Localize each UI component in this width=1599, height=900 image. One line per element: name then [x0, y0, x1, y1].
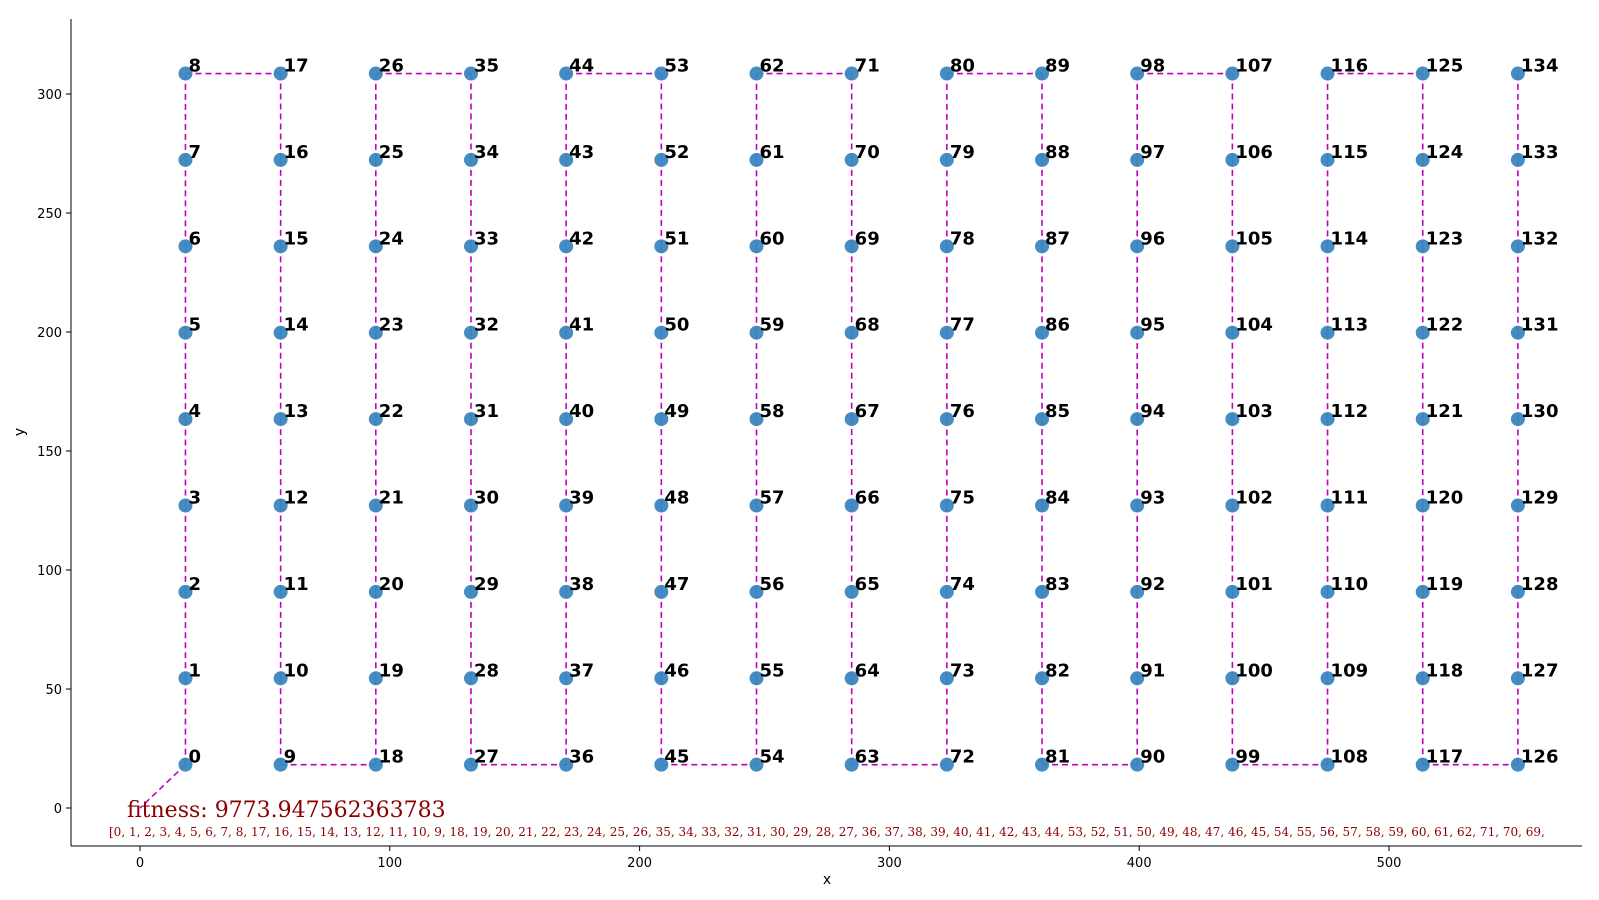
city-label: 66 — [854, 487, 880, 509]
city-label: 50 — [664, 314, 690, 336]
x-ticks — [136, 846, 1402, 871]
city-label: 84 — [1045, 487, 1071, 509]
city-label: 39 — [569, 487, 595, 509]
city-label: 74 — [949, 573, 975, 595]
city-label: 69 — [854, 228, 880, 250]
city-label: 32 — [473, 314, 500, 336]
city-label: 77 — [949, 314, 975, 336]
city-label: 20 — [378, 573, 404, 595]
city-label: 56 — [759, 573, 785, 595]
city-label: 21 — [378, 487, 404, 509]
city-label: 45 — [664, 746, 690, 768]
city-label: 31 — [473, 401, 500, 423]
city-label: 57 — [759, 487, 785, 509]
city-label: 123 — [1425, 228, 1464, 250]
city-label: 17 — [283, 55, 309, 77]
city-label: 3 — [188, 487, 201, 509]
city-label: 13 — [283, 401, 309, 423]
y-tick-label: 300 — [37, 88, 62, 103]
city-label: 99 — [1235, 746, 1261, 768]
city-label: 12 — [283, 487, 309, 509]
route-order-text: [0, 1, 2, 3, 4, 5, 6, 7, 8, 17, 16, 15, 14, 13, 12, 11, 10, 9, 18, 19, 20, 21, 22, 23, 24, 25, 26, 35, 34, 33, 32, 31, 30, 29, 28, 27, 36, 37, 38, 39, 40, 41, 42, 43, 44, 53, 52, 51, 50, 49, 48, 47, 46, 45, 54, 55, 56, 57, 58, 59, 60, 61, 62, 71, 70, 69, — [109, 825, 1545, 839]
city-label: 6 — [188, 228, 201, 250]
city-label: 8 — [188, 55, 201, 77]
y-tick-label: 150 — [37, 445, 62, 460]
city-label: 132 — [1520, 228, 1559, 250]
city-label: 134 — [1520, 55, 1559, 77]
city-label: 98 — [1140, 55, 1166, 77]
city-label: 34 — [473, 141, 500, 163]
route-path-layer — [140, 74, 1518, 808]
city-label: 35 — [473, 55, 500, 77]
city-label: 87 — [1045, 228, 1071, 250]
city-label: 53 — [664, 55, 690, 77]
city-label: 96 — [1140, 228, 1166, 250]
city-label: 101 — [1235, 573, 1273, 595]
city-label: 19 — [378, 660, 404, 682]
city-label: 55 — [759, 660, 785, 682]
city-label: 26 — [378, 55, 404, 77]
city-label: 63 — [854, 746, 880, 768]
city-label: 2 — [188, 573, 201, 595]
city-label: 90 — [1140, 746, 1166, 768]
city-label: 103 — [1235, 401, 1273, 423]
city-label: 18 — [378, 746, 404, 768]
city-label: 94 — [1140, 401, 1166, 423]
city-label: 25 — [378, 141, 404, 163]
city-label: 14 — [283, 314, 309, 336]
city-label: 97 — [1140, 141, 1166, 163]
city-label: 7 — [188, 141, 201, 163]
city-label: 108 — [1330, 746, 1369, 768]
city-label: 24 — [378, 228, 404, 250]
city-label: 133 — [1520, 141, 1559, 163]
city-label: 62 — [759, 55, 785, 77]
city-label: 111 — [1330, 487, 1369, 509]
city-label: 51 — [664, 228, 690, 250]
city-label: 0 — [188, 746, 201, 768]
x-tick-label: 100 — [377, 856, 403, 871]
city-label: 48 — [664, 487, 690, 509]
city-label: 85 — [1045, 401, 1071, 423]
city-label: 126 — [1520, 746, 1559, 768]
city-label: 92 — [1140, 573, 1166, 595]
city-label: 127 — [1520, 660, 1559, 682]
city-label: 37 — [569, 660, 595, 682]
city-label: 114 — [1330, 228, 1369, 250]
city-label: 52 — [664, 141, 690, 163]
city-label: 120 — [1425, 487, 1464, 509]
city-label: 128 — [1520, 573, 1559, 595]
city-label: 117 — [1425, 746, 1464, 768]
city-label: 68 — [854, 314, 880, 336]
city-label: 78 — [949, 228, 975, 250]
x-tick-label: 500 — [1376, 856, 1402, 871]
city-label: 4 — [188, 401, 201, 423]
city-label: 28 — [473, 660, 500, 682]
city-labels-layer — [188, 56, 1558, 768]
city-label: 109 — [1330, 660, 1369, 682]
city-label: 47 — [664, 573, 690, 595]
city-label: 27 — [473, 746, 500, 768]
city-label: 42 — [569, 228, 595, 250]
city-label: 61 — [759, 141, 785, 163]
city-label: 100 — [1235, 660, 1273, 682]
x-tick-label: 0 — [135, 856, 145, 871]
city-label: 23 — [378, 314, 404, 336]
city-label: 93 — [1140, 487, 1166, 509]
city-label: 105 — [1235, 228, 1273, 250]
city-label: 9 — [283, 746, 297, 768]
y-tick-label: 50 — [45, 683, 62, 698]
city-label: 41 — [569, 314, 595, 336]
city-label: 113 — [1330, 314, 1369, 336]
city-label: 81 — [1045, 746, 1071, 768]
city-label: 29 — [473, 573, 500, 595]
city-label: 11 — [283, 573, 309, 595]
city-label: 64 — [854, 660, 880, 682]
city-label: 65 — [854, 573, 880, 595]
city-label: 1 — [188, 660, 201, 682]
y-tick-label: 100 — [37, 564, 62, 579]
city-label: 76 — [949, 401, 975, 423]
city-label: 83 — [1045, 573, 1071, 595]
city-label: 15 — [283, 228, 309, 250]
city-label: 73 — [949, 660, 975, 682]
city-label: 58 — [759, 401, 785, 423]
city-label: 122 — [1425, 314, 1464, 336]
y-tick-label: 250 — [37, 207, 62, 222]
city-label: 130 — [1520, 401, 1559, 423]
city-label: 33 — [473, 228, 500, 250]
city-label: 54 — [759, 746, 785, 768]
city-label: 106 — [1235, 141, 1273, 163]
city-label: 46 — [664, 660, 690, 682]
city-label: 116 — [1330, 55, 1369, 77]
y-tick-label: 0 — [53, 802, 62, 817]
city-label: 70 — [854, 141, 880, 163]
city-label: 38 — [569, 573, 595, 595]
city-label: 119 — [1425, 573, 1464, 595]
city-label: 129 — [1520, 487, 1559, 509]
city-label: 110 — [1330, 573, 1369, 595]
y-tick-label: 200 — [37, 326, 62, 341]
y-axis-label: y — [12, 427, 28, 437]
city-label: 40 — [569, 401, 595, 423]
city-label: 80 — [949, 55, 975, 77]
city-label: 5 — [188, 314, 201, 336]
city-label: 49 — [664, 401, 690, 423]
city-label: 95 — [1140, 314, 1166, 336]
city-label: 115 — [1330, 141, 1369, 163]
city-label: 124 — [1425, 141, 1464, 163]
city-label: 30 — [473, 487, 500, 509]
y-ticks — [37, 88, 71, 817]
city-label: 79 — [949, 141, 975, 163]
city-label: 44 — [569, 55, 595, 77]
city-label: 36 — [569, 746, 595, 768]
city-label: 131 — [1520, 314, 1559, 336]
city-label: 118 — [1425, 660, 1464, 682]
city-label: 82 — [1045, 660, 1071, 682]
city-label: 88 — [1045, 141, 1071, 163]
city-label: 60 — [759, 228, 785, 250]
city-label: 59 — [759, 314, 785, 336]
city-label: 22 — [378, 401, 404, 423]
city-label: 91 — [1140, 660, 1166, 682]
city-label: 86 — [1045, 314, 1071, 336]
city-label: 112 — [1330, 401, 1369, 423]
x-tick-label: 300 — [876, 856, 902, 871]
city-label: 102 — [1235, 487, 1273, 509]
city-label: 16 — [283, 141, 309, 163]
city-label: 75 — [949, 487, 975, 509]
x-axis-label: x — [822, 872, 832, 888]
city-label: 107 — [1235, 55, 1273, 77]
city-label: 10 — [283, 660, 309, 682]
city-label: 71 — [854, 55, 880, 77]
x-tick-label: 200 — [627, 856, 653, 871]
city-label: 121 — [1425, 401, 1464, 423]
city-label: 89 — [1045, 55, 1071, 77]
fitness-text: fitness: 9773.947562363783 — [127, 798, 446, 823]
city-label: 43 — [569, 141, 595, 163]
city-label: 104 — [1235, 314, 1273, 336]
city-label: 72 — [949, 746, 975, 768]
x-tick-label: 400 — [1126, 856, 1152, 871]
city-label: 67 — [854, 401, 880, 423]
city-label: 125 — [1425, 55, 1464, 77]
